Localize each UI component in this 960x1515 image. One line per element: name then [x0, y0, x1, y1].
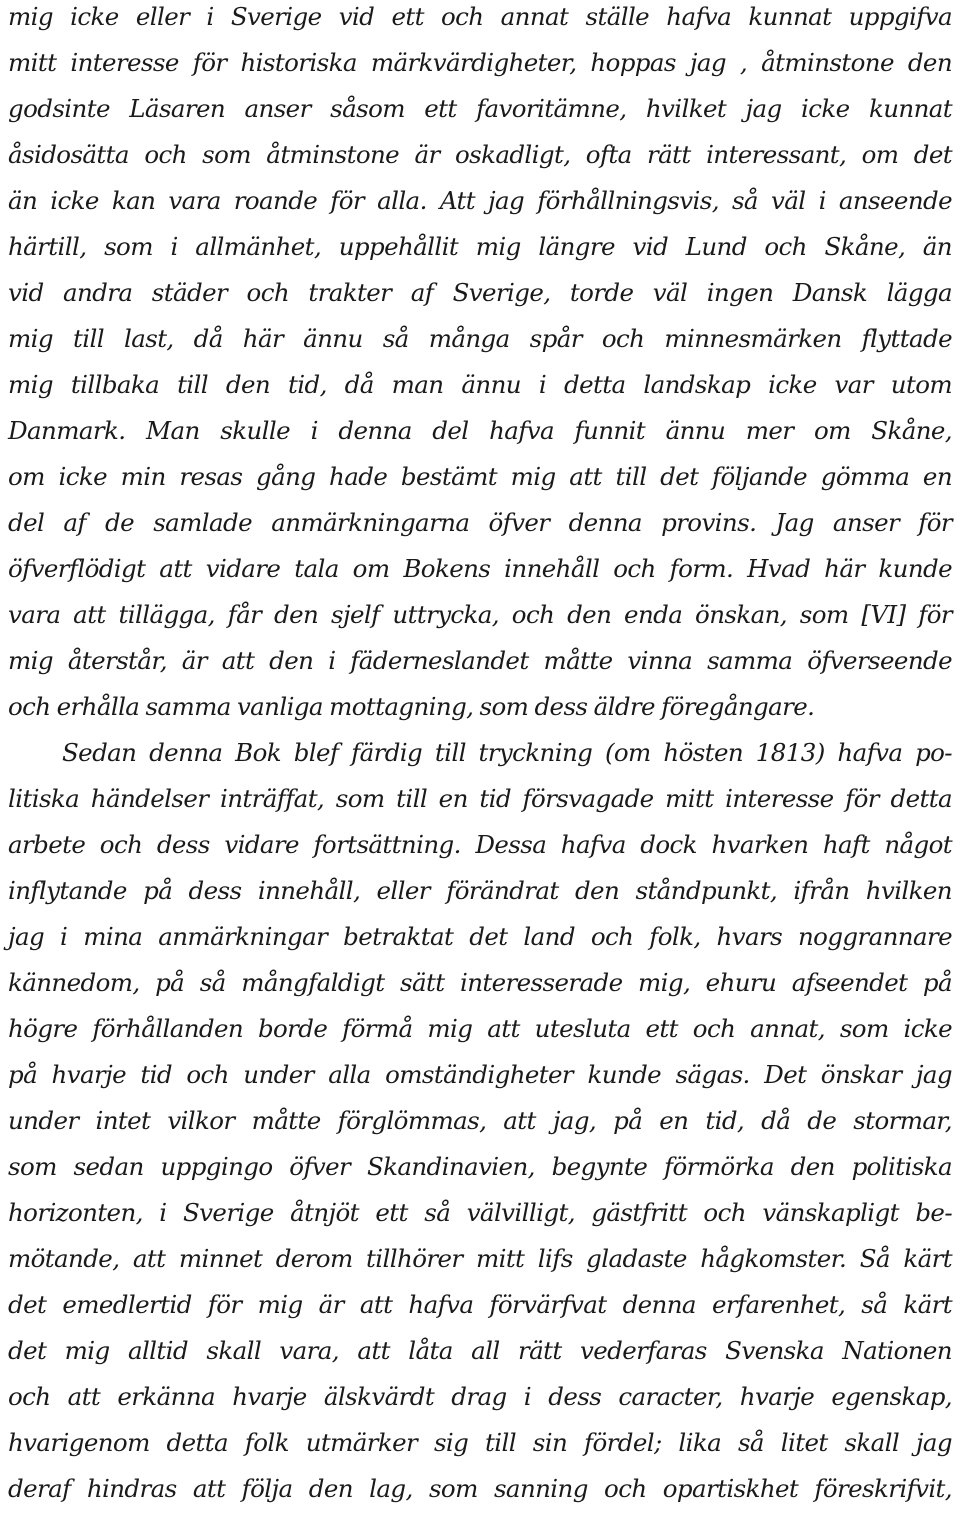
text-line: mig tillbaka till den tid, då man ännu i detta landskap icke var utom	[8, 370, 952, 399]
text-line: arbete och dess vidare fortsättning. Dessa hafva dock hvarken haft något	[8, 830, 952, 859]
text-line: mig återstår, är att den i fäderneslandet måtte vinna samma öfverseende	[8, 646, 952, 675]
text-line: horizonten, i Sverige åtnjöt ett så välvilligt, gästfritt och vänskapligt be-	[8, 1198, 952, 1227]
text-line: öfverflödigt att vidare tala om Bokens innehåll och form. Hvad här kunde	[8, 554, 952, 583]
text-line: som sedan uppgingo öfver Skandinavien, begynte förmörka den politiska	[8, 1152, 952, 1181]
paragraph-start-line: Sedan denna Bok blef färdig till tryckning (om hösten 1813) hafva po-	[62, 738, 952, 767]
text-line: på hvarje tid och under alla omständigheter kunde sägas. Det önskar jag	[8, 1060, 952, 1089]
text-line: litiska händelser inträffat, som till en tid försvagade mitt interesse för detta	[8, 784, 952, 813]
text-line: kännedom, på så mångfaldigt sätt interesserade mig, ehuru afseendet på	[8, 968, 952, 997]
text-line: härtill, som i allmänhet, uppehållit mig längre vid Lund och Skåne, än	[8, 232, 952, 261]
text-line: högre förhållanden borde förmå mig att utesluta ett och annat, som icke	[8, 1014, 952, 1043]
text-line: under intet vilkor måtte förglömmas, att jag, på en tid, då de stormar,	[8, 1106, 952, 1135]
text-line: åsidosätta och som åtminstone är oskadligt, ofta rätt interessant, om det	[8, 140, 952, 169]
text-line: del af de samlade anmärkningarna öfver denna provins. Jag anser för	[8, 508, 952, 537]
text-line: mötande, att minnet derom tillhörer mitt lifs gladaste hågkomster. Så kärt	[8, 1244, 952, 1273]
text-line: jag i mina anmärkningar betraktat det land och folk, hvars noggrannare	[8, 922, 952, 951]
text-line: och erhålla samma vanliga mottagning, som dess äldre föregångare.	[8, 692, 815, 721]
text-line: det emedlertid för mig är att hafva förvärfvat denna erfarenhet, så kärt	[8, 1290, 952, 1319]
text-line: mitt interesse för historiska märkvärdigheter, hoppas jag , åtminstone den	[8, 48, 952, 77]
text-line: deraf hindras att följa den lag, som sanning och opartiskhet föreskrifvit,	[8, 1474, 952, 1503]
text-line: inflytande på dess innehåll, eller förändrat den ståndpunkt, ifrån hvilken	[8, 876, 952, 905]
text-line: godsinte Läsaren anser såsom ett favoritämne, hvilket jag icke kunnat	[8, 94, 952, 123]
text-line: vara att tillägga, får den sjelf uttrycka, och den enda önskan, som [VI] för	[8, 600, 952, 629]
text-line: hvarigenom detta folk utmärker sig till sin fördel; lika så litet skall jag	[8, 1428, 952, 1457]
text-line: det mig alltid skall vara, att låta all rätt vederfaras Svenska Nationen	[8, 1336, 952, 1365]
text-line: mig till last, då här ännu så många spår och minnesmärken flyttade	[8, 324, 952, 353]
text-line: än icke kan vara roande för alla. Att jag förhållningsvis, så väl i anseende	[8, 186, 952, 215]
text-line: mig icke eller i Sverige vid ett och annat ställe hafva kunnat uppgifva	[8, 2, 952, 31]
text-line: och att erkänna hvarje älskvärdt drag i dess caracter, hvarje egenskap,	[8, 1382, 952, 1411]
text-line: vid andra städer och trakter af Sverige, torde väl ingen Dansk lägga	[8, 278, 952, 307]
text-line: om icke min resas gång hade bestämt mig att till det följande gömma en	[8, 462, 952, 491]
text-line: Danmark. Man skulle i denna del hafva funnit ännu mer om Skåne,	[8, 416, 952, 445]
